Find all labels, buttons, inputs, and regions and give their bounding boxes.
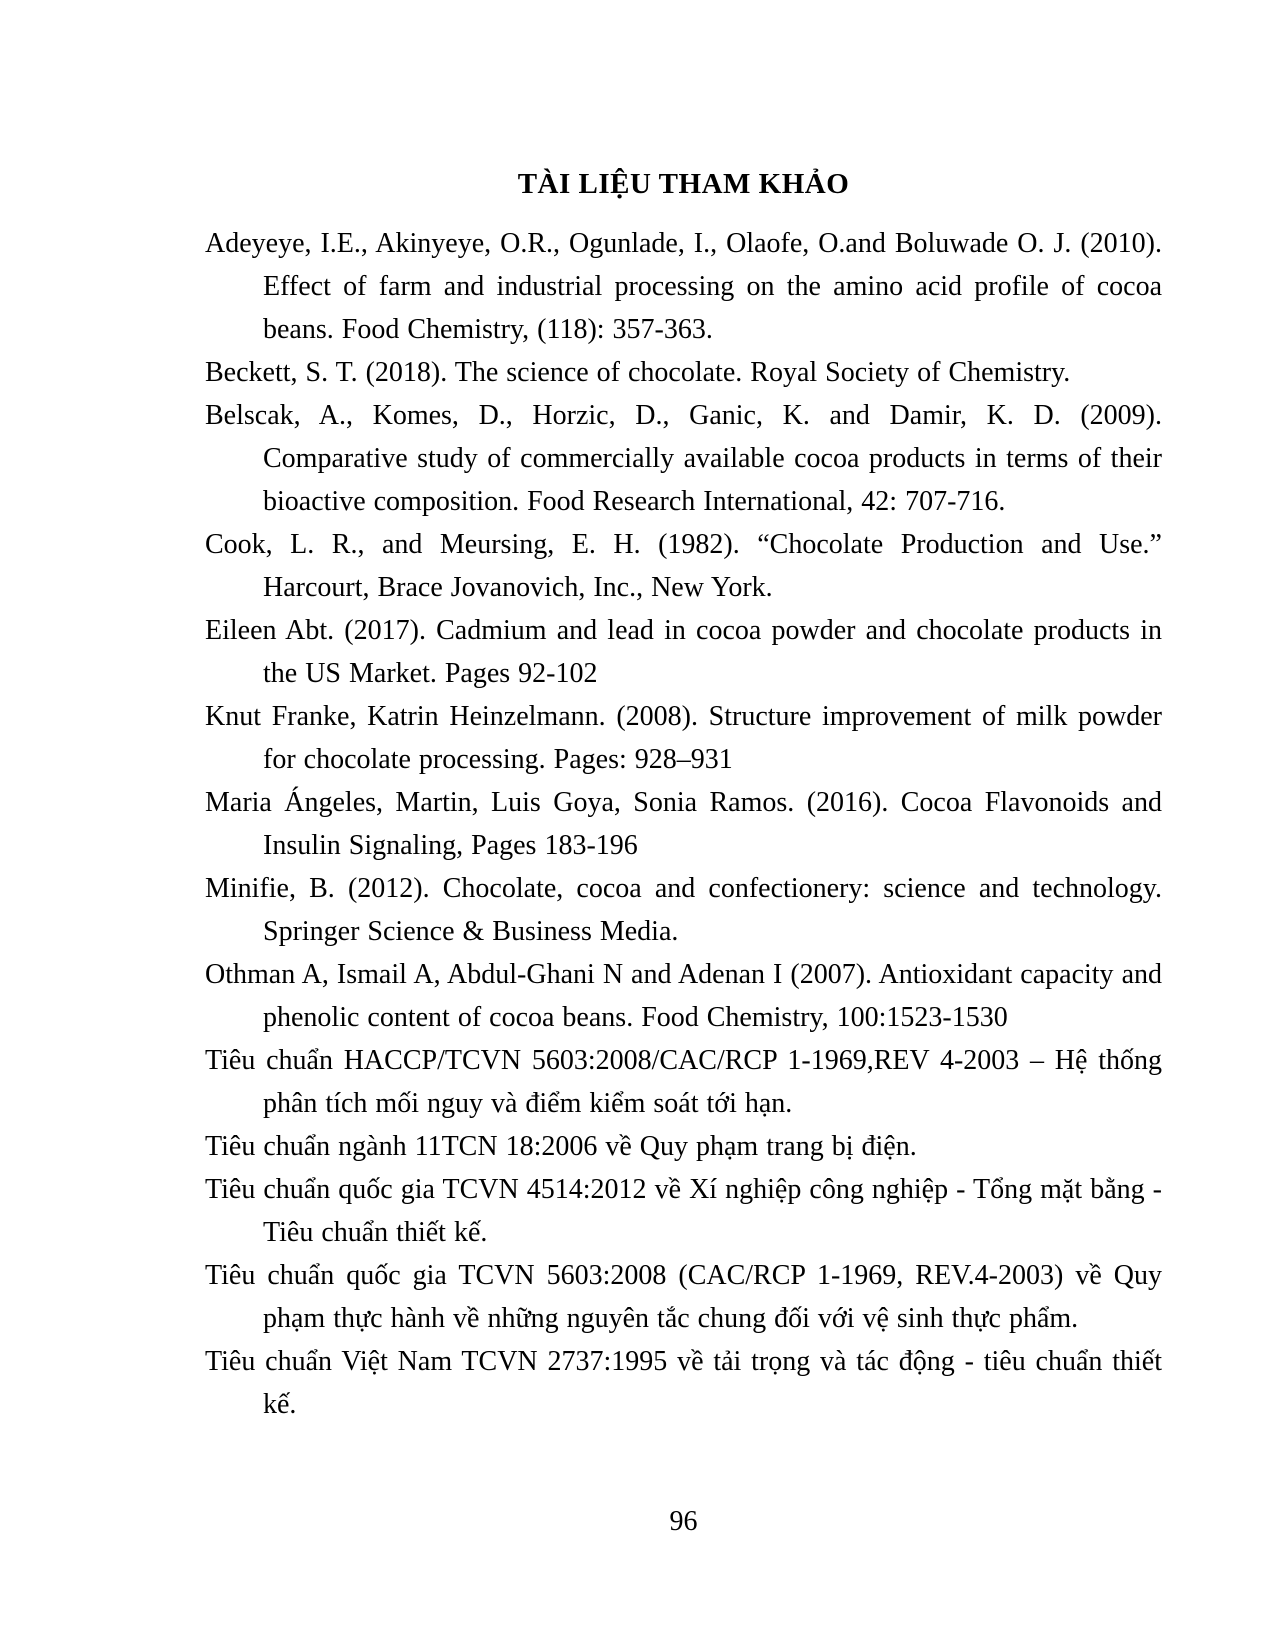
reference-entry: Tiêu chuẩn quốc gia TCVN 5603:2008 (CAC/RCP 1-1969, REV.4-2003) về Quy phạm thực hành về những nguyên tắc chung đối với vệ sinh thực phẩm. xyxy=(205,1260,1162,1334)
reference-entry: Tiêu chuẩn quốc gia TCVN 4514:2012 về Xí nghiệp công nghiệp - Tổng mặt bằng - Tiêu chuẩn thiết kế. xyxy=(205,1174,1162,1248)
reference-entry: Beckett, S. T. (2018). The science of chocolate. Royal Society of Chemistry. xyxy=(205,357,1071,388)
reference-entry: Tiêu chuẩn ngành 11TCN 18:2006 về Quy phạm trang bị điện. xyxy=(205,1131,917,1162)
reference-entry: Minifie, B. (2012). Chocolate, cocoa and confectionery: science and technology. Springer Science & Business Media. xyxy=(205,873,1162,947)
reference-entry: Tiêu chuẩn HACCP/TCVN 5603:2008/CAC/RCP 1-1969,REV 4-2003 – Hệ thống phân tích mối nguy và điểm kiểm soát tới hạn. xyxy=(205,1045,1162,1119)
page-title: TÀI LIỆU THAM KHẢO xyxy=(517,168,850,200)
reference-entry: Knut Franke, Katrin Heinzelmann. (2008). Structure improvement of milk powder for chocolate processing. Pages: 928–931 xyxy=(205,701,1162,775)
reference-entry: Belscak, A., Komes, D., Horzic, D., Ganic, K. and Damir, K. D. (2009). Comparative study of commercially available cocoa products in terms of their bioactive composition. Food Research International, 42: 707-716. xyxy=(205,400,1162,517)
reference-entry: Eileen Abt. (2017). Cadmium and lead in cocoa powder and chocolate products in the US Market. Pages 92-102 xyxy=(205,615,1162,689)
references-section xyxy=(205,163,1162,1426)
reference-entry: Adeyeye, I.E., Akinyeye, O.R., Ogunlade, I., Olaofe, O.and Boluwade O. J. (2010). Effect of farm and industrial processing on the amino acid profile of cocoa beans. Food Chemistry, (118): 357-363. xyxy=(205,228,1162,345)
reference-entry: Maria Ángeles, Martin, Luis Goya, Sonia Ramos. (2016). Cocoa Flavonoids and Insulin Signaling, Pages 183-196 xyxy=(205,787,1162,861)
reference-entry: Tiêu chuẩn Việt Nam TCVN 2737:1995 về tải trọng và tác động - tiêu chuẩn thiết kế. xyxy=(205,1346,1162,1420)
reference-list xyxy=(205,222,1162,1426)
reference-entry: Cook, L. R., and Meursing, E. H. (1982). “Chocolate Production and Use.” Harcourt, Brace Jovanovich, Inc., New York. xyxy=(205,529,1162,603)
page-number: 96 xyxy=(669,1506,698,1537)
reference-entry: Othman A, Ismail A, Abdul-Ghani N and Adenan I (2007). Antioxidant capacity and phenolic content of cocoa beans. Food Chemistry, 100:1523-1530 xyxy=(205,959,1162,1033)
